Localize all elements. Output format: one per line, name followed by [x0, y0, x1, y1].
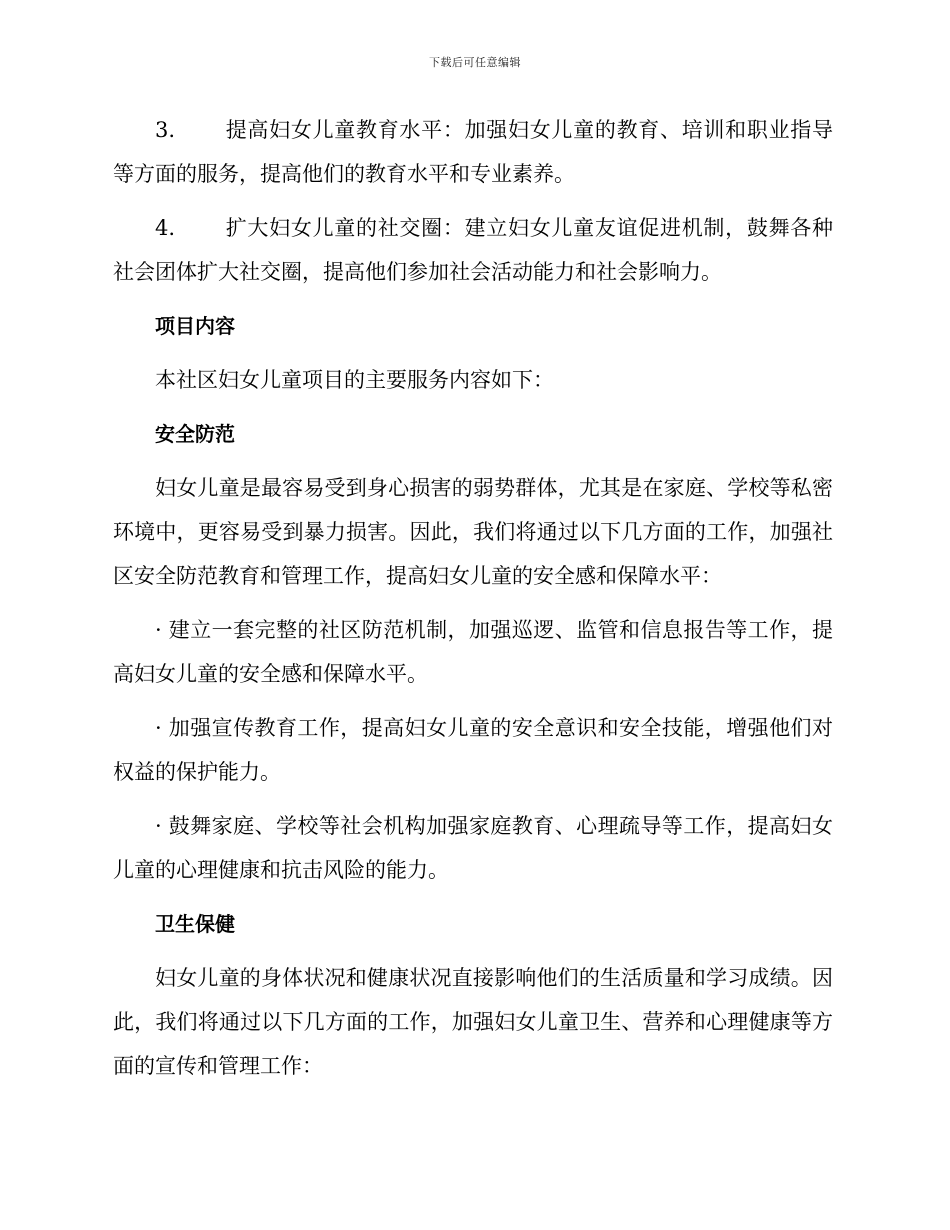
section-heading-content: 项目内容 [155, 314, 235, 338]
safety-bullet-3: · 鼓舞家庭、学校等社会机构加强家庭教育、心理疏导等工作，提高妇女儿童的心理健康和抗击风险的能力。 [113, 814, 833, 882]
safety-bullet-2: · 加强宣传教育工作，提高妇女儿童的安全意识和安全技能，增强他们对权益的保护能力。 [113, 716, 833, 784]
section-heading-safety: 安全防范 [155, 422, 235, 446]
item-number: 4. [155, 216, 176, 240]
section-health-intro: 妇女儿童的身体状况和健康状况直接影响他们的生活质量和学习成绩。因此，我们将通过以下几方面的工作，加强妇女儿童卫生、营养和心理健康等方面的宣传和管理工作： [113, 966, 833, 1078]
item-number: 3. [155, 118, 176, 142]
section-content-intro: 本社区妇女儿童项目的主要服务内容如下： [155, 368, 554, 392]
section-safety-intro: 妇女儿童是最容易受到身心损害的弱势群体，尤其是在家庭、学校等私密环境中，更容易受到暴力损害。因此，我们将通过以下几方面的工作，加强社区安全防范教育和管理工作，提高妇女儿童的安全感和保障水平： [113, 476, 833, 588]
numbered-item-4 [113, 206, 833, 294]
numbered-item-3 [113, 108, 833, 196]
item-text: 提高妇女儿童教育水平：加强妇女儿童的教育、培训和职业指导等方面的服务，提高他们的教育水平和专业素养。 [113, 118, 833, 186]
page-header-note: 下载后可任意编辑 [429, 56, 521, 69]
document-body [113, 108, 833, 1098]
safety-bullet-1: · 建立一套完整的社区防范机制，加强巡逻、监管和信息报告等工作，提高妇女儿童的安全感和保障水平。 [113, 618, 833, 686]
section-heading-health: 卫生保健 [155, 912, 235, 936]
item-text: 扩大妇女儿童的社交圈：建立妇女儿童友谊促进机制，鼓舞各种社会团体扩大社交圈，提高他们参加社会活动能力和社会影响力。 [113, 216, 833, 284]
